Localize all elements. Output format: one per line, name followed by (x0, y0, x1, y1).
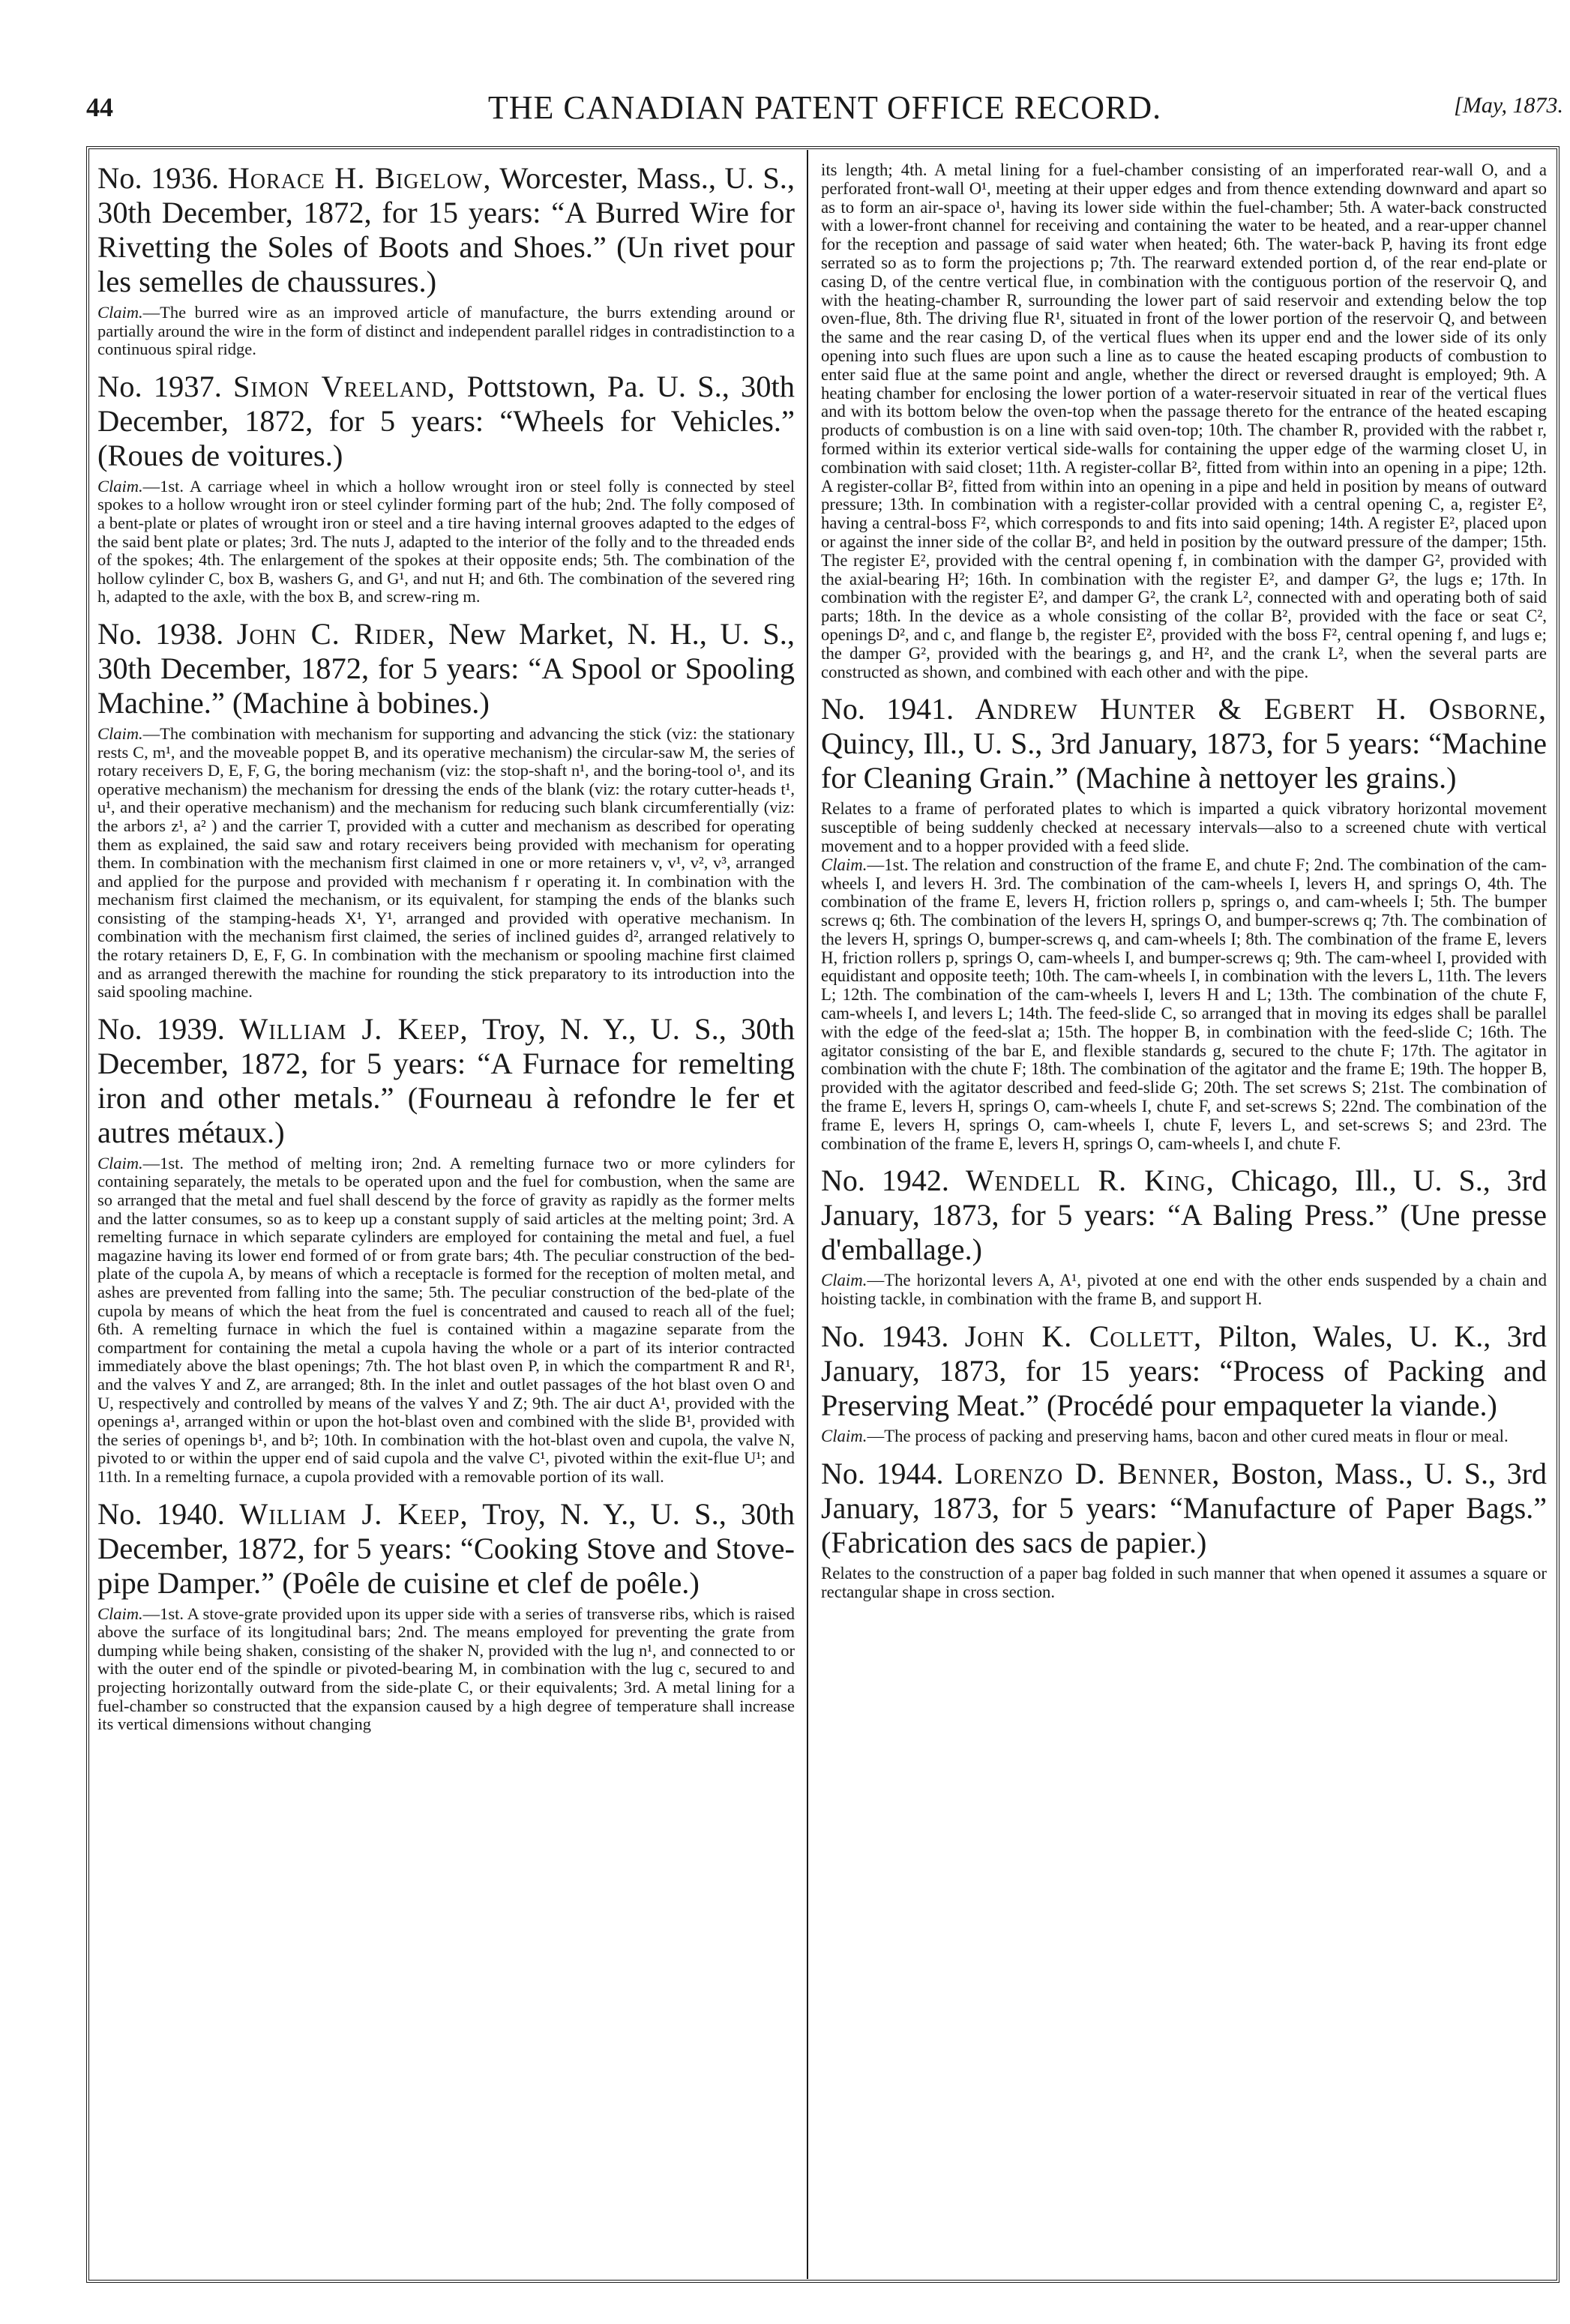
claim-label: Claim. (821, 855, 867, 874)
patent-entry-1940 (97, 1497, 795, 1734)
patent-number: No. 1938. (97, 616, 224, 651)
inventor-name: William J. Keep, (239, 1496, 469, 1531)
right-column (821, 161, 1547, 2268)
left-column (97, 161, 795, 2268)
patent-entry-1939 (97, 1012, 795, 1487)
patent-details: Chicago, Ill., U. S., 3rd January, 1873, for 5 years: “A Baling Press.” (Une presse d'emballage.) (821, 1163, 1547, 1267)
page-header (86, 88, 1563, 126)
patent-details: Troy, N. Y., U. S., 30th December, 1872, for 5 years: “Cooking Stove and Stove-pipe Damper.” (Poêle de cuisine et clef de poêle.) (97, 1496, 795, 1600)
patent-number: No. 1936. (97, 161, 220, 195)
patent-details: Troy, N. Y., U. S., 30th December, 1872, for 5 years: “A Furnace for remelting iron and other metals.” (Fourneau à refondre le fer et autres métaux.) (97, 1011, 795, 1149)
claim-label: Claim. (97, 303, 143, 322)
patent-entry-1944 (821, 1457, 1547, 1602)
patent-entry-1937 (97, 370, 795, 606)
page-number: 44 (86, 92, 113, 122)
claim-label: Claim. (97, 723, 143, 743)
inventor-name: John K. Collett, (964, 1319, 1203, 1354)
claim-text: —1st. The method of melting iron; 2nd. A remelting furnace two or more cylinders for containing separately, the metals to be operated upon and the fuel for combustion, when the same are so arranged that the metal and fuel shall descend by the force of gravity as rapidly as the former melts and the latter consumes, so as to keep up a constant supply of said articles at the melting point; 3rd. A remelting furnace in which separate cylinders are employed for containing the metal and fuel, a fuel magazine having its lower end formed of or from grate bars; 4th. The peculiar construction of the bed-plate of the cupola A, by means of which a receptacle is formed for the reception of molten metal, and ashes are prevented from falling into the same; 5th. The peculiar construction of the bed-plate of the cupola by means of which the heat from the fuel is concentrated and caused to reach all of the fuel; 6th. A remelting furnace in which the fuel is contained within a magazine separate from the compartment for containing the metal a cupola having the whole or a part of its interior contracted immediately above the blast openings; 7th. The hot blast oven P, in which the compartment R and R¹, and the valves Y and Z, are arranged; 8th. In the inlet and outlet passages of the hot blast oven O and U, respectively and controlled by means of the valves Y and Z; 9th. The air duct A¹, provided with the openings a¹, arranged within or upon the hot-blast oven and combined with the slide B¹, provided with the series of openings b¹, and b²; 10th. In combination with the hot-blast oven and cupola, the valve N, pivoted to or within the upper end of said cupola and the valve C¹, pivoted within the exit-flue U¹; and 11th. In a remelting furnace, a cupola provided with a removable portion of its wall. (97, 1153, 795, 1486)
patent-details: Quincy, Ill., U. S., 3rd January, 1873, for 5 years: “Machine for Cleaning Grain.” (Machine à nettoyer les grains.) (821, 726, 1547, 795)
patent-number: No. 1937. (97, 369, 222, 403)
claim-text: —1st. A carriage wheel in which a hollow wrought iron or steel folly is connected by steel spokes to a hollow wrought iron or steel cylinder forming part of the hub; 2nd. The folly composed of a bent-plate or plates of wrought iron or steel and a tire having internal grooves adapted to the edges of the said bent plate or plates; 3rd. The nuts J, adapted to the interior of the folly and to the threaded ends of the spokes; 4th. The enlargement of the spokes at their opposite ends; 5th. The combination of the hollow cylinder C, box B, washers G, and G¹, and nut H; and 6th. The combination of the severed ring h, adapted to the axle, with the box B, and screw-ring m. (97, 476, 795, 606)
inventor-name: Horace H. Bigelow, (227, 161, 492, 195)
patent-number: No. 1943. (821, 1319, 949, 1354)
patent-number: No. 1942. (821, 1163, 949, 1198)
patent-number: No. 1939. (97, 1011, 225, 1046)
patent-entry-1943 (821, 1319, 1547, 1446)
claim-text: —The horizontal levers A, A¹, pivoted at one end with the other ends suspended by a chain and hoisting tackle, in combination with the frame B, and support H. (821, 1271, 1547, 1309)
claim-label: Claim. (97, 1604, 143, 1623)
patent-entry-1940-continued (821, 161, 1547, 681)
claim-text: —1st. The relation and construction of the frame E, and chute F; 2nd. The combination of the cam-wheels I, and levers H. 3rd. The combination of the cam-wheels I, levers H, and springs O, 4th. The combination of the frame E, levers H, friction rollers p, springs o, and cam-wheels I; 5th. The bumper screws q; 6th. The combination of the levers H, springs O, and bumper-screws q; 7th. The combination of the levers H, springs O, bumper-screws q, and cam-wheels I; 8th. The combination of the frame E, levers H, friction rollers p, springs O, cam-wheels I, and bumper-screws q; 9th. The cam-wheel I, provided with equidistant and opposite teeth; 10th. The cam-wheels I, in combination with the levers L, 11th. The levers L; 12th. The combination of the cam-wheels I, levers H and L; 13th. The combination of the chute F, cam-wheels I, and levers L; 14th. The feed-slide C, so arranged that in moving its edges shall be parallel with the edge of the feed-slat a; 15th. The hopper B, in combination with the feed-slide C; 16th. The agitator consisting of the bar E, and flexible standards g, secured to the chute F; 17th. The agitator in combination with the chute F; 18th. The combination of the agitator and the frame E; 19th. The hopper B, provided with the agitator described and feed-slide G; 20th. The set screws S; 21st. The combination of the frame E, levers H, springs O, cam-wheels I, chute F, and set-screws S; 22nd. The combination of the frame E, levers H, springs O, cam-wheels I, chute F, levers L, and set-screws S; and 23rd. The combination of the frame E, levers H, springs O, cam-wheels I, and chute F. (821, 855, 1547, 1153)
claim-label: Claim. (821, 1271, 867, 1290)
patent-entry-1941 (821, 692, 1547, 1153)
patent-details: Worcester, Mass., U. S., 30th December, 1872, for 15 years: “A Burred Wire for Rivetting the Soles of Boots and Shoes.” (Un rivet pour les semelles de chaussures.) (97, 161, 795, 298)
patent-number: No. 1940. (97, 1496, 225, 1531)
claim-text: —1st. A stove-grate provided upon its upper side with a series of transverse ribs, which is raised above the surface of its longitudinal bars; 2nd. The means employed for preventing the grate from dumping while being shaken, consisting of the shaker N, provided with the lug n¹, and connected to or with the outer end of the spindle or pivoted-bearing M, in combination with the lug c, secured to and projecting horizontally outward from the side-plate C, or their equivalents; 3rd. A metal lining for a fuel-chamber so constructed that the expansion caused by a high degree of temperature shall increase its vertical dimensions without changing (97, 1604, 795, 1734)
patent-details: Pilton, Wales, U. K., 3rd January, 1873, for 15 years: “Process of Packing and Preserving Meat.” (Procédé pour empaqueter la viande.) (821, 1319, 1547, 1423)
claim-label: Claim. (97, 476, 143, 496)
page-title: THE CANADIAN PATENT OFFICE RECORD. (487, 89, 1162, 126)
column-divider (807, 150, 808, 2279)
patent-summary: Relates to the construction of a paper bag folded in such manner that when opened it assumes a square or rectangular shape in cross section. (821, 1563, 1547, 1601)
inventor-name: Andrew Hunter & Egbert H. Osborne, (975, 692, 1547, 726)
claim-text: —The combination with mechanism for supporting and advancing the stick (viz: the stationary rests C, m¹, and the moveable poppet B, and its operative mechanism) the circular-saw M, the series of rotary receivers D, E, F, G, the boring mechanism (viz: the stop-shaft n¹, and the boring-tool o¹, and its operative mechanism) the mechanism for dressing the ends of the blank (viz: the rotary cutter-heads t¹, u¹, and their operative mechanism) and the mechanism for reducing such blank circumferentially (viz: the arbors z¹, a² ) and the carrier T, provided with a cutter and mechanism as described for operating them as explained, the said saw and rotary receivers being provided with mechanism for operating them. In combination with the mechanism first claimed in one or more retainers v, v¹, v², v³, arranged and applied for the purpose and provided with mechanism f r operating it. In combination with the mechanism first claimed the mechanism, or its equivalent, for stamping the ends of the blanks such consisting of the stamping-heads X¹, Y¹, arranged and provided with operative mechanism. In combination with the mechanism first claimed, the series of inclined guides d², arranged relatively to the rotary retainers D, E, F, G. In combination with the mechanism or spooling machine first claimed and as arranged therewith the machine for rounding the stick preparatory to its introduction into the said spooling machine. (97, 723, 795, 1002)
patent-number: No. 1941. (821, 692, 954, 726)
claim-label: Claim. (821, 1427, 867, 1446)
patent-summary: Relates to a frame of perforated plates to which is imparted a quick vibratory horizontal movement susceptible of being suddenly checked at necessary intervals—also to a screened chute with vertical movement and to a hopper provided with a feed slide. (821, 799, 1547, 855)
inventor-name: John C. Rider, (236, 616, 436, 651)
inventor-name: Simon Vreeland, (232, 369, 456, 403)
patent-entry-1936 (97, 161, 795, 359)
patent-entry-1942 (821, 1163, 1547, 1309)
inventor-name: Wendell R. King, (965, 1163, 1215, 1198)
claim-text: —The process of packing and preserving hams, bacon and other cured meats in flour or meal. (867, 1427, 1509, 1446)
claim-text: —The burred wire as an improved article of manufacture, the burrs extending around or partially around the wire in the form of distinct and independent parallel ridges in contradistinction to a continuous spiral ridge. (97, 303, 795, 359)
issue-date: [May, 1873. (1454, 93, 1563, 118)
patent-details: Boston, Mass., U. S., 3rd January, 1873, for 5 years: “Manufacture of Paper Bags.” (Fabrication des sacs de papier.) (821, 1456, 1547, 1559)
inventor-name: William J. Keep, (239, 1011, 469, 1046)
continued-claim-text: its length; 4th. A metal lining for a fuel-chamber consisting of an imperforated rear-wall O, and a perforated front-wall O¹, meeting at their upper edges and from thence extending downward and apart so as to form an air-space o¹, having its lower side within the fuel-chamber; 5th. A water-back constructed with a lower-front channel for receiving and containing the water to be heated, and a rear-upper channel for the reception and passage of said water when heated; 6th. The water-back P, having its front edge serrated so as to form the projections p; 7th. The rearward extended portion d, of the rear end-plate or casing D, of the centre vertical flue, in combination with the contiguous portion of the reservoir Q, and with the heating-chamber R, surrounding the lower part of said reservoir and extending below the top oven-flue, 8th. The driving flue R¹, situated in front of the lower portion of the reservoir Q, and between the same and the rear casing D, of the vertical flues when its upper end and the lower side of its only opening into such flues are upon such a line as to cause the heated escaping products of combustion to enter said flue at the same point and angle, whether the direct or reversed draught is employed; 9th. A heating chamber for enclosing the lower portion of a water-reservoir situated in rear of the vertical flues and with its bottom below the oven-top when the passage thereto for the entrance of the heated escaping products of combustion is on a line with said oven-top; 10th. The chamber R, provided with the rabbet r, formed within its exterior vertical side-walls for containing the upper edge of the warming closet U, in combination with said closet; 11th. A register-collar B², fitted from within into an opening in a pipe; 12th. A register-collar B², fitted from within into an opening in a pipe and held in position by means of outward pressure; 13th. In combination with a register-collar provided with a central opening C, a, register E², having a central-boss F², which corresponds to and fits into said opening; 14th. A register E², placed upon or against the inner side of the collar B², and held in position by the outward pressure of the damper; 15th. The register E², provided with the central opening f, in combination with the damper G², provided with the axial-bearing H²; 16th. In combination with the register E², and damper G², the lugs e; 17th. In combination with the register E², and damper G², the crank L², connected with and operating both of said parts; 18th. In the device as a whole consisting of the collar B², provided with the face or seat C², openings D², and c, and flange b, the register E², provided with the boss F², central opening f, and lugs e; the damper G², provided with the bearings g, and H², and the crank L², when the several parts are constructed as shown, and combined with each other and with the pipe. (821, 161, 1547, 681)
inventor-name: Lorenzo D. Benner, (954, 1456, 1221, 1490)
patent-details: New Market, N. H., U. S., 30th December, 1872, for 5 years: “A Spool or Spooling Machine.” (Machine à bobines.) (97, 616, 795, 720)
patent-number: No. 1944. (821, 1456, 944, 1490)
patent-details: Pottstown, Pa. U. S., 30th December, 1872, for 5 years: “Wheels for Vehicles.” (Roues de voitures.) (97, 369, 795, 472)
claim-label: Claim. (97, 1153, 143, 1172)
patent-entry-1938 (97, 617, 795, 1002)
